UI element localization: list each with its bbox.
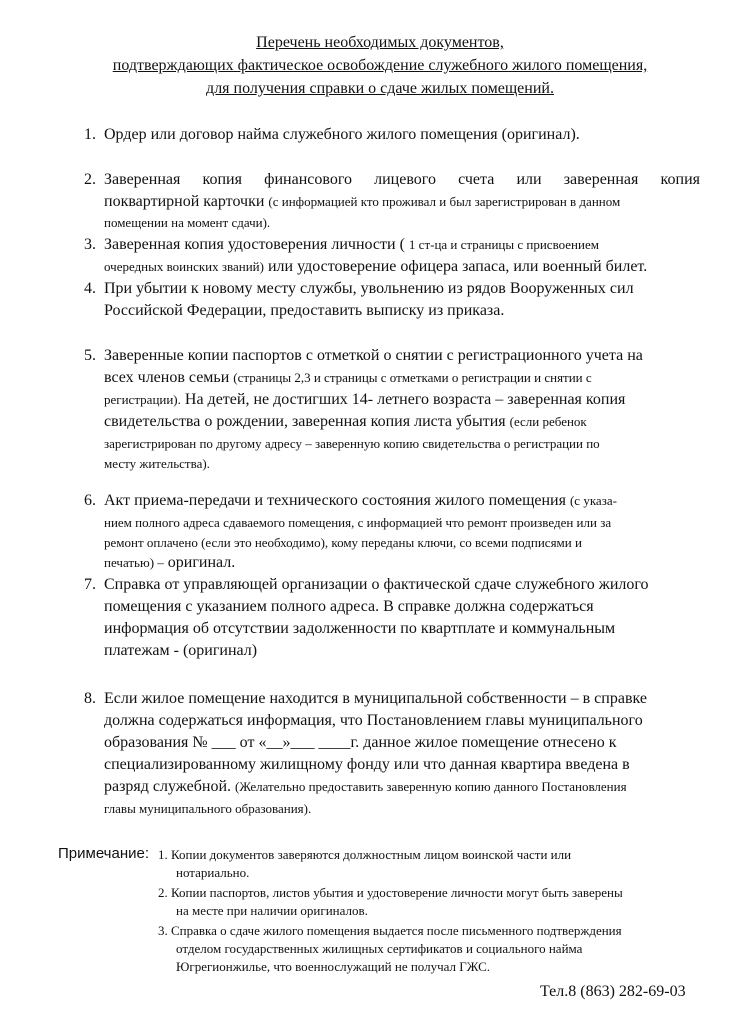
- item-text-part: (Желательно предоставить заверенную копию данного Постановления: [235, 779, 627, 794]
- note-2-continued: на месте при наличии оригиналов.: [176, 903, 368, 918]
- note-text: Копии паспортов, листов убытия и удостоверение личности могут быть заверены: [171, 885, 623, 900]
- item-text-part: (с информацией кто проживал и был зарегистрирован в данном: [268, 194, 621, 209]
- item-text-part: (страницы 2,3 и страницы с отметками о регистрации и снятии с: [233, 370, 592, 385]
- phone-number: Тел.8 (863) 282-69-03: [540, 983, 686, 1000]
- note-number: 2.: [158, 885, 168, 900]
- item-text-part: На детей, не достигших 14- летнего возраста – заверенная копия: [184, 391, 626, 408]
- item-text: Заверенная копия финансового лицевого счета или заверенная копия: [104, 171, 700, 188]
- item-number: 8.: [84, 690, 96, 707]
- item-text: [104, 389, 625, 410]
- note-3: [158, 922, 622, 940]
- item-text: Ордер или договор найма служебного жилого помещения (оригинал).: [104, 126, 580, 143]
- item-text: помещении на момент сдачи).: [104, 215, 271, 230]
- note-3-continued: Югрегионжилье, что военнослужащий не получал ГЖС.: [176, 959, 491, 974]
- item-text-part: 1 ст-ца и страницы с присвоением: [408, 237, 599, 252]
- item-text-part: очередных воинских званий): [104, 259, 264, 274]
- item-text: [104, 256, 647, 277]
- item-text: Справка от управляющей организации о фактической сдаче служебного жилого: [104, 576, 649, 593]
- item-text: платежам - (оригинал): [104, 642, 258, 659]
- item-text: [104, 776, 627, 797]
- item-text: специализированному жилищному фонду или что данная квартира введена в: [104, 756, 630, 773]
- item-number: 6.: [84, 492, 96, 509]
- item-text-part: (с указа-: [569, 493, 617, 508]
- document-title-line-3: для получения справки о сдаче жилых помещений.: [206, 80, 554, 97]
- item-text: нием полного адреса сдаваемого помещения, с информацией что ремонт произведен или за: [104, 515, 612, 530]
- note-text: Копии документов заверяются должностным лицом воинской части или: [171, 847, 572, 862]
- note-3-continued: отделом государственных жилищных сертификатов и социального найма: [176, 941, 583, 956]
- item-text: Российской Федерации, предоставить выписку из приказа.: [104, 302, 505, 319]
- item-text: [104, 191, 620, 212]
- item-text: месту жительства).: [104, 456, 210, 471]
- item-text-part: регистрации).: [104, 392, 181, 407]
- item-text: зарегистрирован по другому адресу – заверенную копию свидетельства о регистрации по: [104, 436, 600, 451]
- item-text: [104, 234, 599, 255]
- document-title-line-1: Перечень необходимых документов,: [256, 34, 504, 51]
- item-number: 3.: [84, 236, 96, 253]
- item-text: информация об отсутствии задолженности по квартплате и коммунальным: [104, 620, 616, 637]
- note-1-continued: нотариально.: [176, 865, 250, 880]
- item-text-part: Заверенная копия удостоверения личности (: [104, 236, 405, 253]
- item-number: 2.: [84, 171, 96, 188]
- item-text: должна содержаться информация, что Постановлением главы муниципального: [104, 712, 643, 729]
- item-text: Заверенные копии паспортов с отметкой о снятии с регистрационного учета на: [104, 347, 643, 364]
- item-text-part: (если ребенок: [509, 414, 587, 429]
- item-text-part: разряд служебной.: [104, 778, 232, 795]
- item-text: помещения с указанием полного адреса. В справке должна содержаться: [104, 598, 594, 615]
- note-text: Справка о сдаче жилого помещения выдается после письменного подтверждения: [171, 923, 622, 938]
- item-text: главы муниципального образования).: [104, 801, 312, 816]
- item-text: [104, 490, 617, 511]
- item-text-part: оригинал.: [167, 554, 236, 571]
- document-title-line-2: подтверждающих фактическое освобождение служебного жилого помещения,: [112, 57, 648, 74]
- note-number: 1.: [158, 847, 168, 862]
- item-text: [104, 367, 592, 388]
- item-text: ремонт оплачено (если это необходимо), кому переданы ключи, со всеми подписями и: [104, 535, 582, 550]
- item-text: При убытии к новому месту службы, увольнению из рядов Вооруженных сил: [104, 280, 634, 297]
- item-number: 7.: [84, 576, 96, 593]
- note-number: 3.: [158, 923, 168, 938]
- item-number: 4.: [84, 280, 96, 297]
- item-text: образования № ___ от «__»___ ____г. данное жилое помещение отнесено к: [104, 734, 617, 751]
- item-text-part: Акт приема-передачи и технического состояния жилого помещения: [104, 492, 566, 509]
- note-1: [158, 846, 571, 864]
- item-text: [104, 552, 235, 573]
- item-text: Если жилое помещение находится в муниципальной собственности – в справке: [104, 690, 647, 707]
- item-text-part: поквартирной карточки: [104, 193, 265, 210]
- notes-label: Примечание:: [58, 845, 149, 862]
- item-number: 1.: [84, 126, 96, 143]
- item-text-part: всех членов семьи: [104, 369, 230, 386]
- item-text: [104, 411, 587, 432]
- item-number: 5.: [84, 347, 96, 364]
- note-2: [158, 884, 623, 902]
- item-text-part: или удостоверение офицера запаса, или военный билет.: [267, 258, 648, 275]
- item-text-part: печатью) –: [104, 555, 164, 570]
- item-text-part: свидетельства о рождении, заверенная копия листа убытия: [104, 413, 506, 430]
